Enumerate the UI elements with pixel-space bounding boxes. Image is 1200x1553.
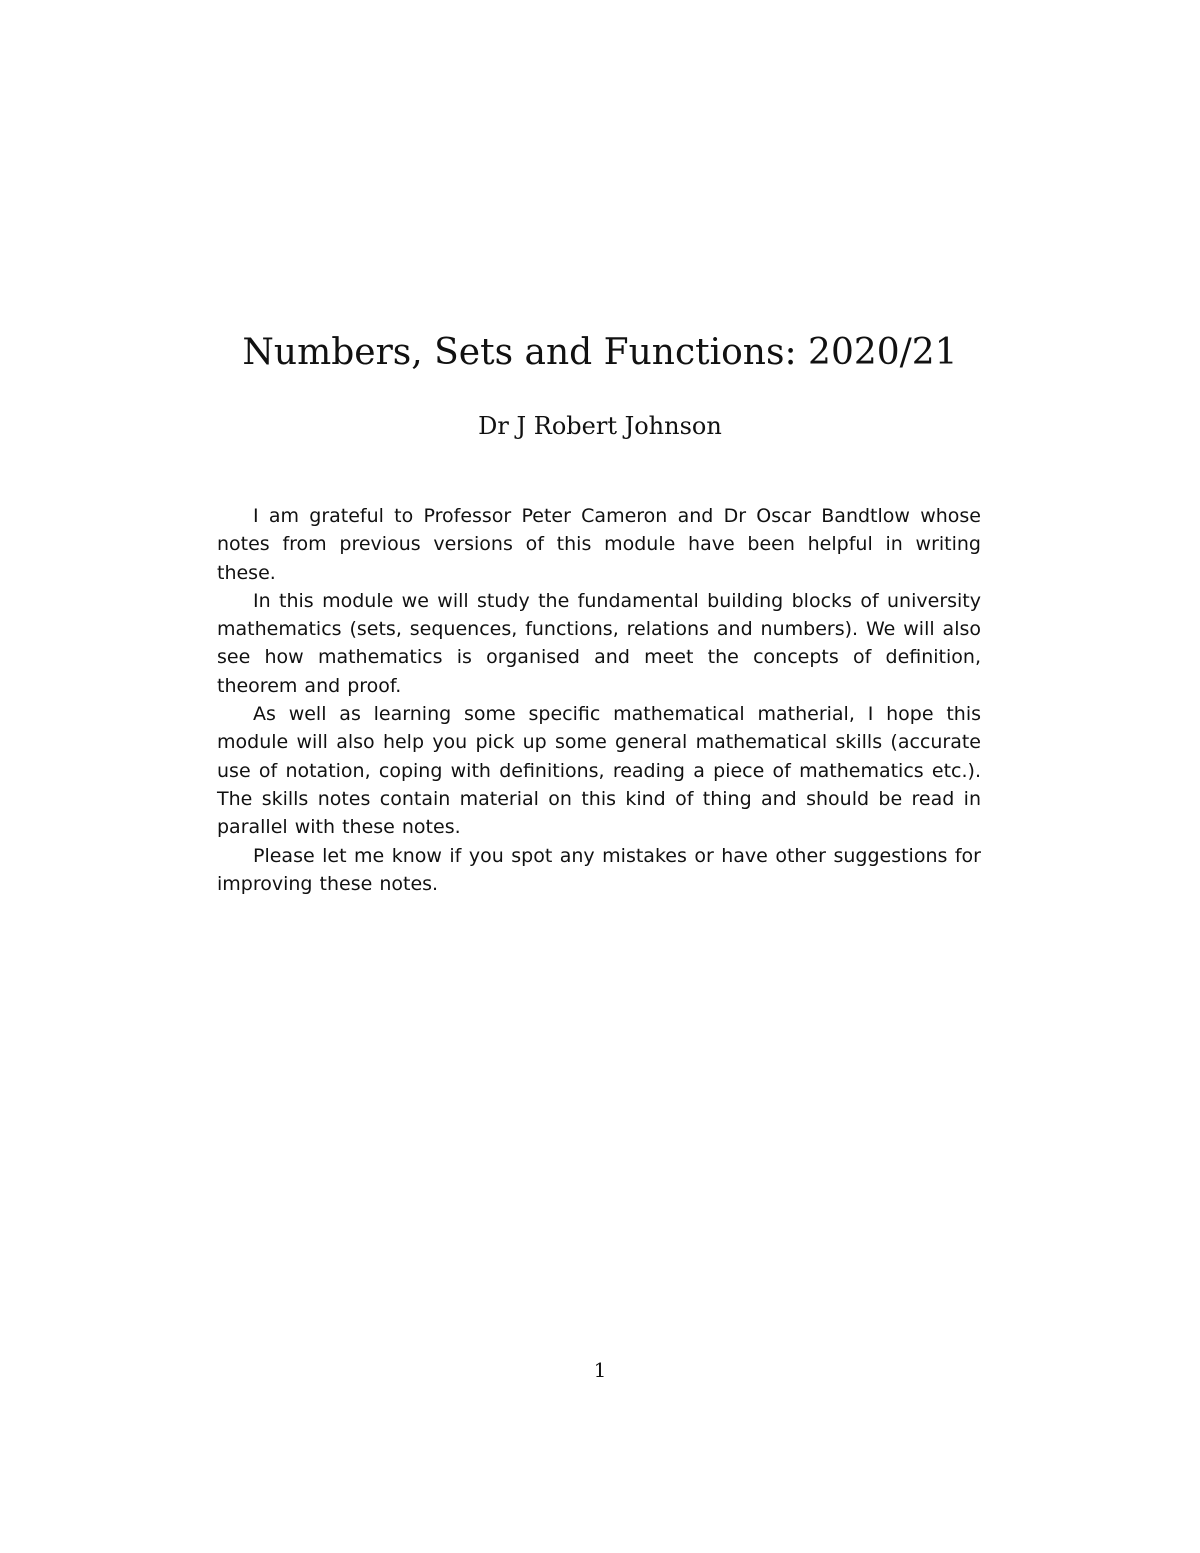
preface-body — [217, 502, 981, 898]
paragraph-skills: As well as learning some specific mathematical matherial, I hope this module will also help you pick up some general mathematical skills (accurate use of notation, coping with definitions, reading a piece of mathematics etc.). The skills notes contain material on this kind of thing and should be read in parallel with these notes. — [217, 703, 981, 839]
paragraph-feedback: Please let me know if you spot any mistakes or have other suggestions for improving these notes. — [217, 844, 981, 895]
page-number: 1 — [593, 1358, 607, 1382]
document-author: Dr J Robert Johnson — [478, 412, 722, 440]
document-title: Numbers, Sets and Functions: 2020/21 — [242, 332, 958, 373]
paragraph-acknowledgements: I am grateful to Professor Peter Cameron and Dr Oscar Bandtlow whose notes from previous versions of this module have been helpful in writing these. — [217, 505, 981, 584]
paragraph-module-overview: In this module we will study the fundamental building blocks of university mathematics (sets, sequences, functions, relations and numbers). We will also see how mathematics is organised and meet the concepts of definition, theorem and proof. — [217, 589, 981, 697]
